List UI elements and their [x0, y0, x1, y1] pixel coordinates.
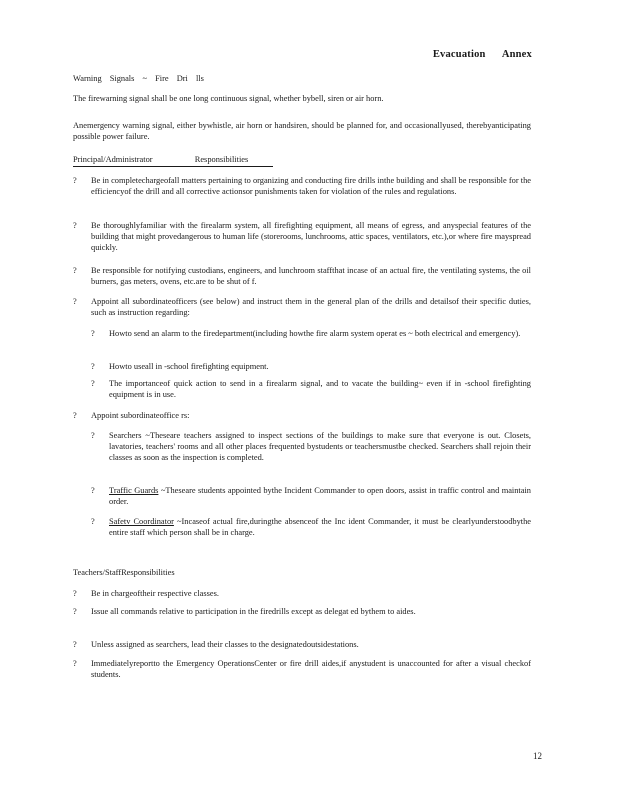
bullet-symbol: ?: [73, 640, 77, 649]
instruction-item-1: Howto send an alarm to the firedepartment(including howthe fire alarm system operat es ~ both electrical and emergency).: [109, 329, 521, 338]
bullet-symbol: ?: [73, 297, 77, 306]
principal-heading-role: Principal/Administrator: [73, 155, 153, 164]
teachers-item-3: Unless assigned as searchers, lead their classes to the designatedoutsidestations.: [91, 640, 359, 649]
safety-coordinator-text: ~Incaseof actual fire,duringthe absenceof the Inc ident Commander, it must be clearlyunderstoodbythe entire staff which person shall be in charge.: [109, 517, 531, 537]
instruction-item-2: Howto useall in -school firefighting equipment.: [109, 362, 269, 371]
officer-safety-coordinator: [109, 517, 531, 539]
warning-signals-title: Warning Signals ~ Fire Dri lls: [73, 74, 204, 83]
principal-heading: [73, 155, 273, 167]
teachers-item-2: Issue all commands relative to participation in the firedrills except as delegat ed bythem to aides.: [91, 607, 416, 616]
principal-item-1: Be in completechargeofall matters pertaining to organizing and conducting fire drills inthe building and shall be responsible for the efficiencyof the drill and all corrective actionsor punishments taken for violation of the rules and regulations.: [91, 176, 531, 196]
bullet-symbol: ?: [73, 221, 77, 230]
traffic-guards-label: Traffic Guards: [109, 486, 159, 495]
warning-paragraph-1: The firewarning signal shall be one long continuous signal, whether bybell, siren or air horn.: [73, 94, 384, 103]
bullet-symbol: ?: [73, 659, 77, 668]
warning-paragraph-2: Anemergency warning signal, either bywhistle, air horn or handsiren, should be planned for, and occasionallyused, therebyanticipating possible power failure.: [73, 121, 531, 141]
teachers-item-1: Be in chargeoftheir respective classes.: [91, 589, 219, 598]
officer-traffic-guards: [109, 486, 531, 508]
bullet-symbol: ?: [73, 176, 77, 185]
sub-bullet-symbol: ?: [91, 486, 95, 495]
officer-searchers: Searchers ~Theseare teachers assigned to inspect sections of the buildings to make sure that everyone is out. Closets, lavatories, teachers' rooms and all other places frequented bystudents or teachersmustbe checked. Searchers shall rejoin their classes as soon as the inspection is completed.: [109, 431, 531, 462]
sub-bullet-symbol: ?: [91, 517, 95, 526]
bullet-symbol: ?: [73, 411, 77, 420]
principal-item-4: Appoint all subordinateofficers (see below) and instruct them in the general plan of the drills and detailsof their specific duties, such as instruction regarding:: [91, 297, 531, 317]
appoint-officers-item: Appoint subordinateoffice rs:: [91, 411, 190, 420]
sub-bullet-symbol: ?: [91, 362, 95, 371]
traffic-guards-text: ~Theseare students appointed bythe Incident Commander to open doors, assist in traffic control and maintain order.: [109, 486, 531, 506]
sub-bullet-symbol: ?: [91, 329, 95, 338]
bullet-symbol: ?: [73, 589, 77, 598]
bullet-symbol: ?: [73, 266, 77, 275]
teachers-item-4: Immediatelyreportto the Emergency OperationsCenter or fire drill aides,if anystudent is unaccounted for after a visual checkof students.: [91, 659, 531, 679]
sub-bullet-symbol: ?: [91, 379, 95, 388]
instruction-item-3: The importanceof quick action to send in a firealarm signal, and to vacate the building~ even if in -school firefighting equipment is in use.: [109, 379, 531, 399]
principal-item-2: Be thoroughlyfamiliar with the firealarm system, all firefighting equipment, all means of egress, and anyspecial features of the building that might provedangerous to human life (storerooms, lunchrooms, attic spaces, ventilators, etc.),or where fire mayspread quickly.: [91, 221, 531, 252]
teachers-staff-heading: Teachers/StaffResponsibilities: [73, 568, 175, 577]
principal-heading-responsibilities: Responsibilities: [194, 155, 249, 164]
sub-bullet-symbol: ?: [91, 431, 95, 440]
page-number: 12: [533, 751, 542, 761]
bullet-symbol: ?: [73, 607, 77, 616]
annex-header: Evacuation Annex: [432, 49, 532, 60]
safety-coordinator-label: Safetv Coordinator: [109, 517, 174, 526]
principal-item-3: Be responsible for notifying custodians, engineers, and lunchroom staffthat incase of an actual fire, the ventilating systems, the oil burners, gas meters, ovens, etc.are to be shut of f.: [91, 266, 531, 286]
